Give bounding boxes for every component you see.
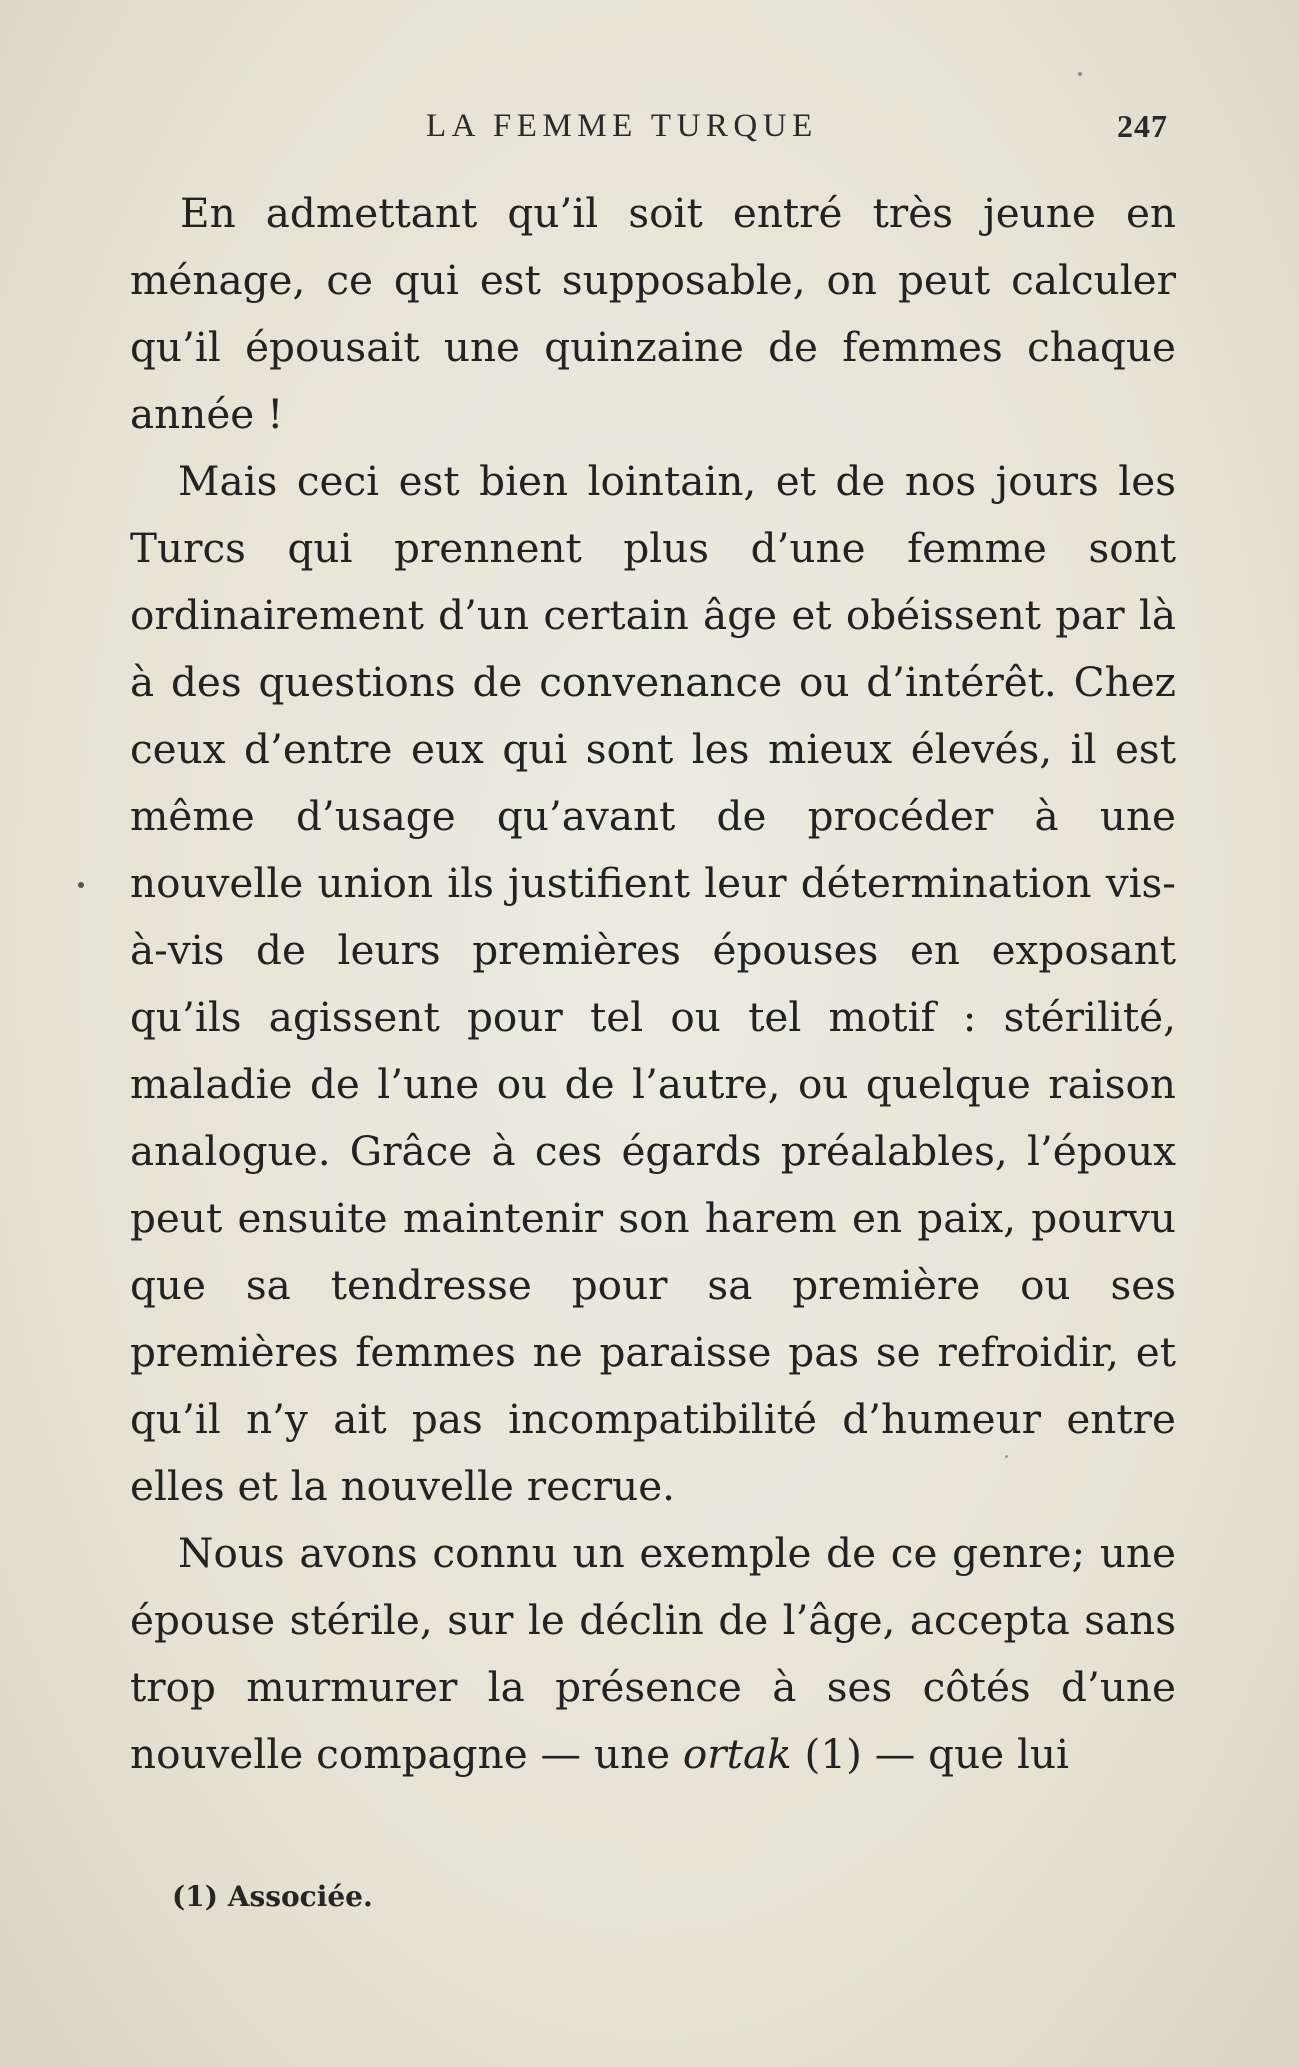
paper-speck	[1078, 72, 1082, 76]
margin-speck	[78, 882, 84, 888]
paragraph-1: En admettant qu’il soit entré très jeune en ménage, ce qui est supposable, on peut calculer qu’il épousait une quinzaine de femmes chaque année !	[130, 189, 1176, 438]
italic-word-ortak: ortak	[682, 1730, 792, 1778]
page-number: 247	[1117, 108, 1168, 144]
paragraph-3	[130, 1520, 1176, 1788]
paragraph-3-continuation: — que lui	[874, 1730, 1069, 1778]
footnote: (1) Associée.	[172, 1880, 373, 1913]
paragraph-2: Mais ceci est bien lointain, et de nos jours les Turcs qui prennent plus d’une femme sont ordinairement d’un certain âge et obéissent par là à des questions de convenance ou d’intérêt. Chez ceux d’entre eux qui sont les mieux élevés, il est même d’usage qu’avant de procéder à une nouvelle union ils justifient leur détermination vis-à-vis de leurs premières épouses en exposant qu’ils agissent pour tel ou tel motif : stérilité, maladie de l’une ou de l’autre, ou quelque raison analogue. Grâce à ces égards préalables, l’époux peut ensuite maintenir son harem en paix, pourvu que sa tendresse pour sa première ou ses premières femmes ne paraisse pas se refroidir, et qu’il n’y ait pas incompatibilité d’humeur entre elles et la nouvelle recrue.	[130, 457, 1176, 1510]
paragraph-3-text: Nous avons connu un exemple de ce genre; une épouse stérile, sur le déclin de l’âge, accepta sans trop murmurer la présence à ses côtés d’une nouvelle compagne — une	[130, 1529, 1176, 1778]
page-header	[130, 108, 1168, 158]
paper-speck	[1005, 1455, 1008, 1458]
running-title: LA FEMME TURQUE	[426, 108, 818, 144]
body-text	[130, 180, 1176, 1788]
footnote-reference: (1)	[804, 1730, 862, 1778]
